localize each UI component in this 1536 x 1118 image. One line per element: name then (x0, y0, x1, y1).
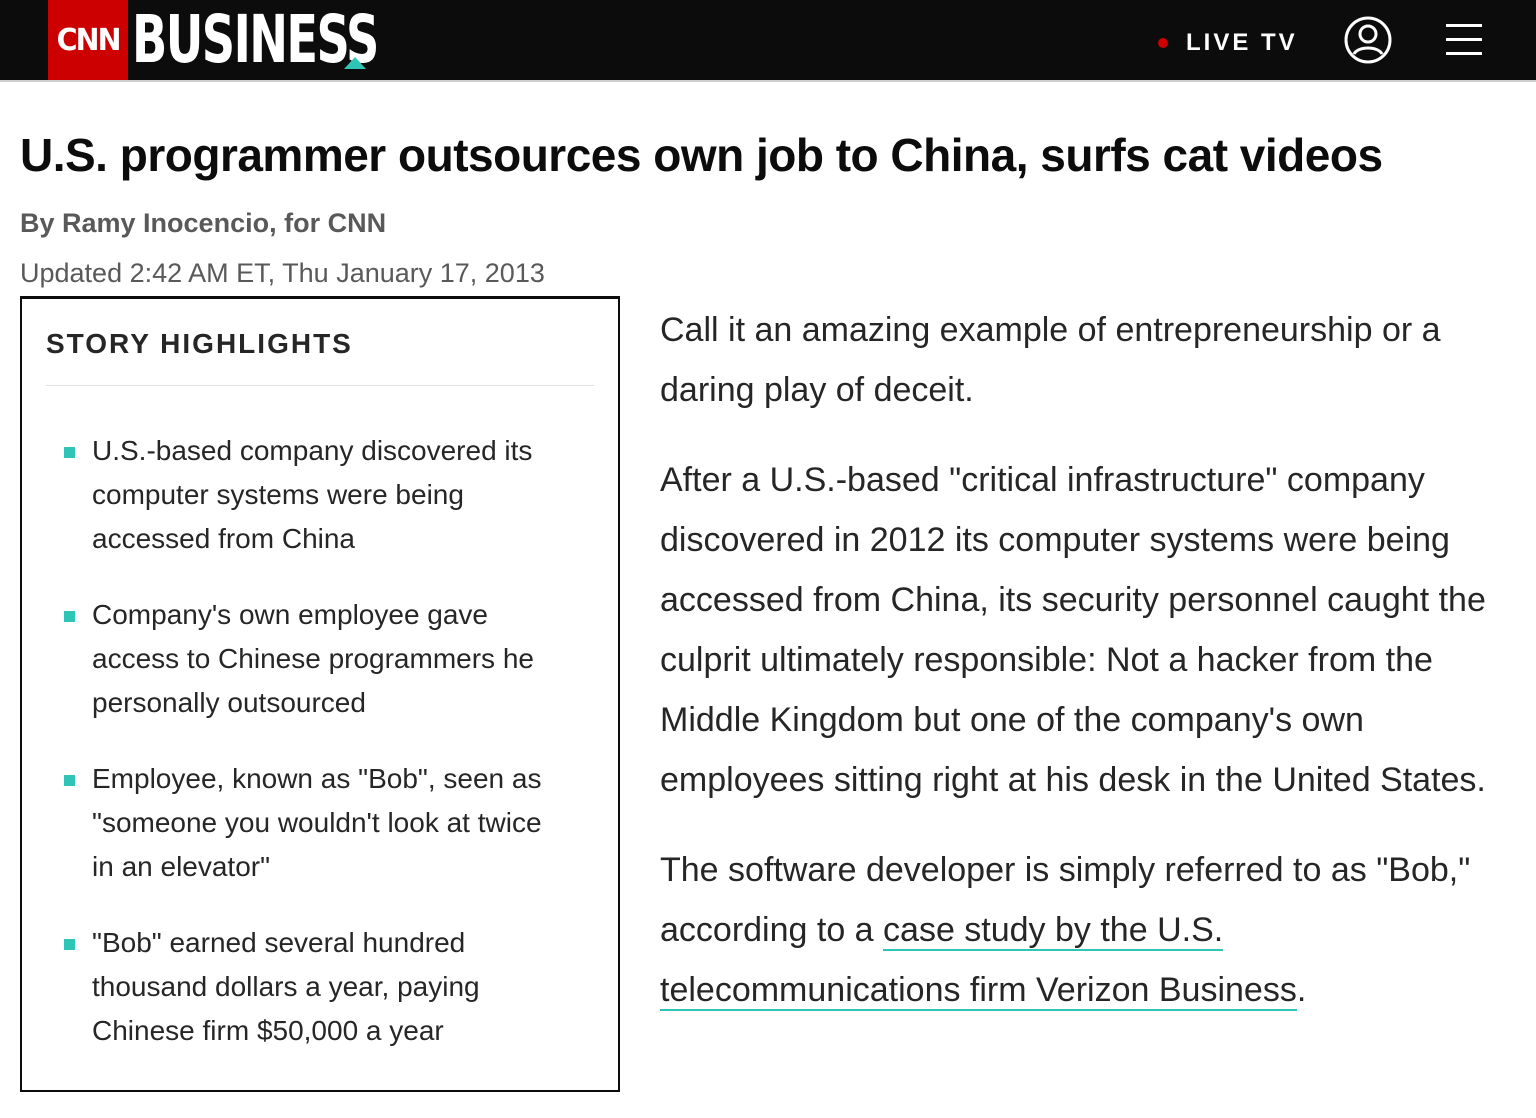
highlight-text: Employee, known as "Bob", seen as "someone you wouldn't look at twice in an elevator" (92, 763, 542, 882)
article-byline: By Ramy Inocencio, for CNN (20, 208, 387, 238)
site-header (0, 0, 1536, 80)
highlight-text: "Bob" earned several hundred thousand dollars a year, paying Chinese firm $50,000 a year (92, 927, 480, 1046)
bullet-square-icon (64, 611, 75, 622)
body-paragraph: After a U.S.-based "critical infrastructure" company discovered in 2012 its computer systems were being accessed from China, its security personnel caught the culprit ultimately responsible: Not a hacker from the Middle Kingdom but one of the company's own employees sitting right at his desk in the United States. (660, 461, 1486, 799)
highlight-item (46, 593, 566, 725)
highlights-list (46, 429, 566, 1085)
header-divider (0, 80, 1536, 82)
section-title-business[interactable]: BUSINESS (132, 1, 378, 78)
live-tv-link[interactable]: LIVE TV (1186, 29, 1298, 56)
body-paragraph (660, 840, 1520, 1020)
highlights-divider (46, 385, 594, 386)
paragraph-text: . (1296, 971, 1307, 1009)
highlight-item (46, 429, 566, 561)
bullet-square-icon (64, 447, 75, 458)
section-accent-triangle (344, 57, 366, 69)
paragraph-text: The software developer is simply referred to as "Bob," according to a (660, 851, 1471, 949)
highlight-text: Company's own employee gave access to Chinese programmers he personally outsourced (92, 599, 534, 718)
account-icon[interactable] (1343, 15, 1393, 65)
article-timestamp: Updated 2:42 AM ET, Thu January 17, 2013 (20, 258, 545, 288)
article-headline: U.S. programmer outsources own job to China, surfs cat videos (20, 129, 1383, 181)
hamburger-menu-icon[interactable] (1446, 20, 1482, 60)
story-highlights-box (20, 296, 620, 1092)
live-indicator-dot (1158, 38, 1168, 48)
article-body (660, 300, 1520, 1050)
highlight-item (46, 921, 566, 1053)
highlight-item (46, 757, 566, 889)
cnn-logo-text: CNN (56, 22, 120, 58)
bullet-square-icon (64, 775, 75, 786)
body-paragraph: Call it an amazing example of entrepreneurship or a daring play of deceit. (660, 311, 1441, 409)
bullet-square-icon (64, 939, 75, 950)
cnn-logo[interactable] (48, 0, 128, 80)
verizon-case-study-link[interactable]: case study by the U.S. telecommunications firm Verizon Business (660, 911, 1297, 1009)
highlight-text: U.S.-based company discovered its computer systems were being accessed from China (92, 435, 533, 554)
story-highlights-title: STORY HIGHLIGHTS (46, 328, 353, 359)
